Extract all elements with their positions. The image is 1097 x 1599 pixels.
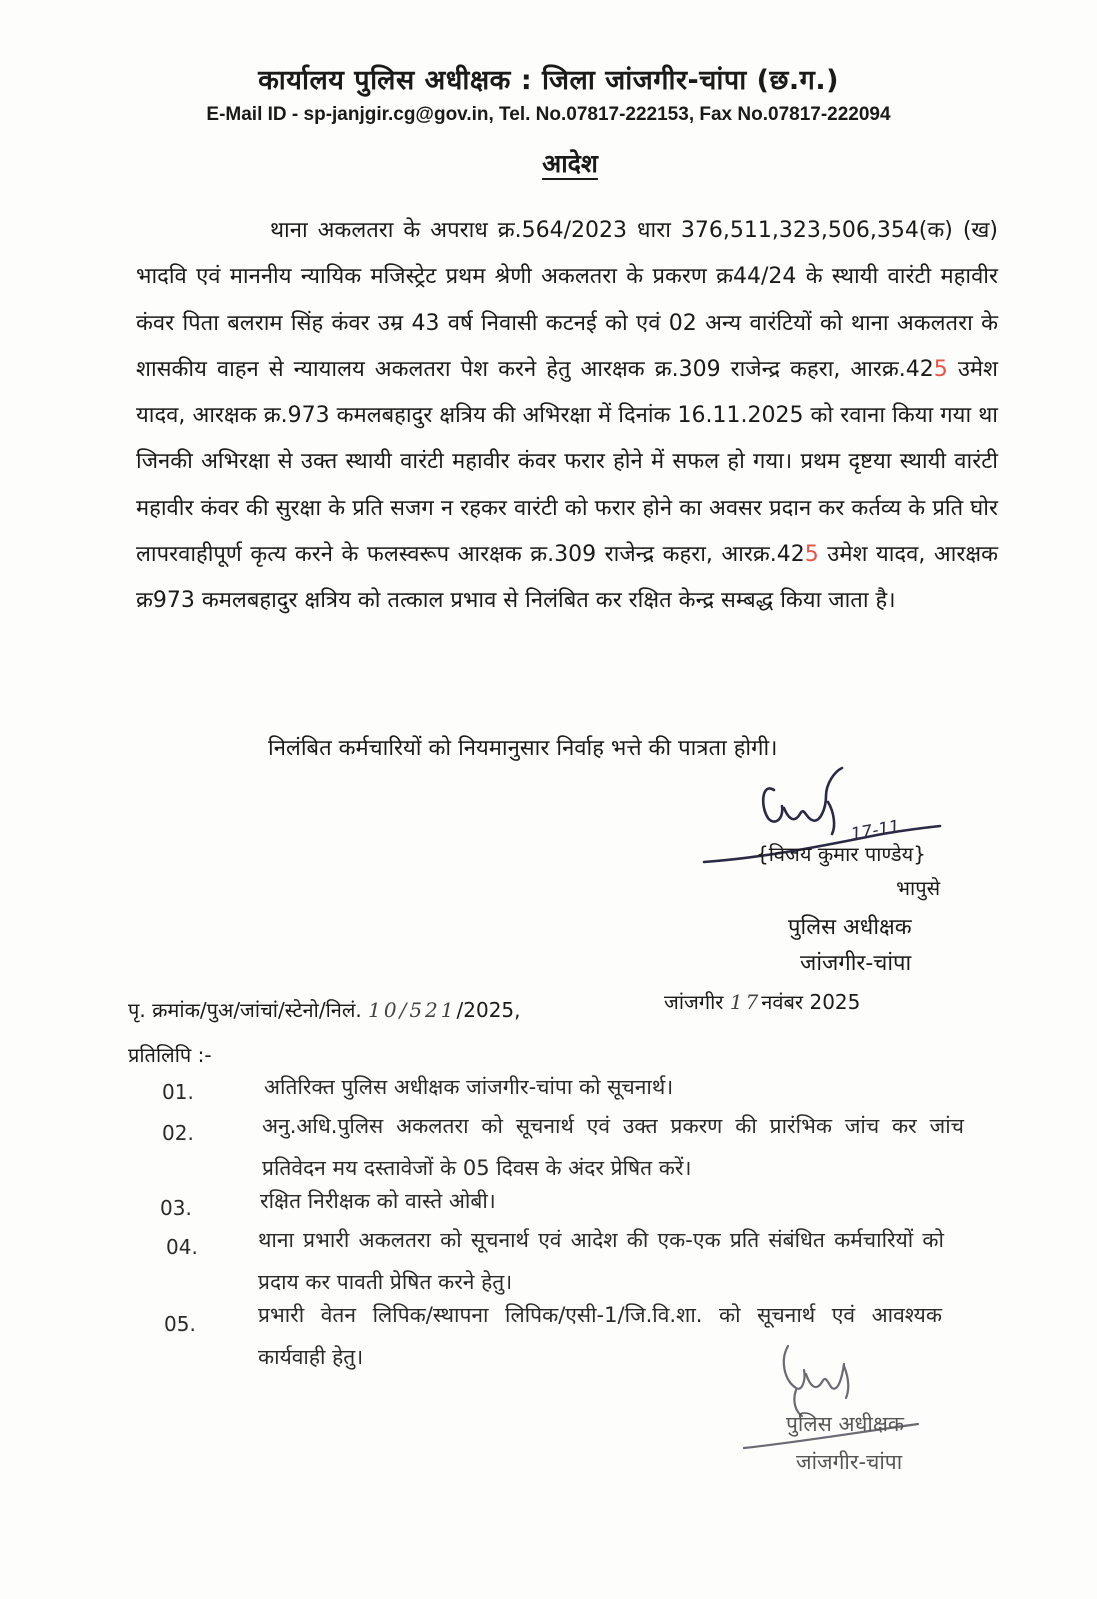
signatory-name: {विजय कुमार पाण्डेय} bbox=[756, 842, 926, 866]
copy-label: प्रतिलिपि :- bbox=[128, 1043, 212, 1067]
signatory-designation: पुलिस अधीक्षक bbox=[788, 915, 912, 940]
copy-item-number: 03. bbox=[160, 1196, 192, 1220]
copy-item-text: रक्षित निरीक्षक को वास्ते ओबी। bbox=[260, 1189, 496, 1213]
order-text-2: उमेश यादव, आरक्षक क्र.973 कमलबहादुर क्षत्रिय की अभिरक्षा में दिनांक 16.11.2025 को रवाना किया गया था जिनकी अभिरक्षा से उक्त स्थायी वारंटी महावीर कंवर फरार होने में सफल हो गया। प्रथम दृष्टया स्थायी वारंटी महावीर कंवर की सुरक्षा के प्रति सजग न रहकर वारंटी को फरार होने का अवसर प्रदान कर कर्तव्य के प्रति घोर लापरवाहीपूर्ण कृत्य करने के फलस्वरूप आरक्षक क्र.309 राजेन्द्र कहरा, आरक्र.42 bbox=[136, 356, 998, 568]
red-corrected-digit: 5 bbox=[804, 542, 819, 568]
reference-year: /2025, bbox=[456, 998, 521, 1022]
reference-prefix: पृ. क्रमांक/पुअ/जांचां/स्टेनो/निलं. bbox=[128, 998, 362, 1022]
handwritten-reference: 10/521 bbox=[368, 998, 457, 1022]
signatory-district: जांजगीर-चांपा bbox=[800, 951, 912, 976]
handwritten-day: 17 bbox=[729, 990, 762, 1014]
office-title: कार्यालय पुलिस अधीक्षक : जिला जांजगीर-चांपा (छ.ग.) bbox=[258, 65, 839, 96]
order-text-1: थाना अकलतरा के अपराध क्र.564/2023 धारा 376,511,323,506,354(क) (ख) भादवि एवं माननीय न्यायिक मजिस्ट्रेट प्रथम श्रेणी अकलतरा के प्रकरण क्र44/24 के स्थायी वारंटी महावीर कंवर पिता बलराम सिंह कंवर उम्र 43 वर्ष निवासी कटनई को एवं 02 अन्य वारंटियों को थाना अकलतरा के शासकीय वाहन से न्यायालय अकलतरा पेश करने हेतु आरक्षक क्र.309 राजेन्द्र कहरा, आरक्र.42 bbox=[136, 218, 998, 382]
reference-number bbox=[128, 996, 521, 1023]
signature-date: 17-11 bbox=[849, 816, 902, 845]
reference-month-year: नवंबर 2025 bbox=[761, 990, 861, 1014]
signature-footer bbox=[740, 1340, 940, 1460]
copy-item-number: 02. bbox=[162, 1121, 194, 1145]
order-heading: आदेश bbox=[542, 149, 598, 178]
order-text-3: उमेश यादव, आरक्षक क्र973 कमलबहादुर क्षत्रिय को तत्काल प्रभाव से निलंबित कर रक्षित केन्द्र सम्बद्ध किया जाता है। bbox=[136, 542, 998, 614]
reference-place: जांजगीर bbox=[664, 990, 724, 1014]
order-paragraph bbox=[136, 208, 998, 625]
signatory-rank: भापुसे bbox=[896, 876, 941, 900]
footer-district: जांजगीर-चांपा bbox=[796, 1450, 903, 1474]
copy-item-text: अनु.अधि.पुलिस अकलतरा को सूचनार्थ एवं उक्त प्रकरण की प्रारंभिक जांच कर जांच प्रतिवेदन मय दस्तावेजों के 05 दिवस के अंदर प्रेषित करें। bbox=[262, 1114, 964, 1180]
reference-date bbox=[664, 988, 860, 1015]
contact-line: E-Mail ID - sp-janjgir.cg@gov.in, Tel. No.07817-222153, Fax No.07817-222094 bbox=[206, 104, 891, 125]
copy-item-number: 05. bbox=[164, 1312, 196, 1336]
allowance-note: निलंबित कर्मचारियों को नियमानुसार निर्वाह भत्ते की पात्रता होगी। bbox=[268, 736, 778, 761]
footer-designation: पुलिस अधीक्षक bbox=[786, 1412, 905, 1436]
copy-item-number: 04. bbox=[166, 1235, 198, 1259]
copy-item-text: अतिरिक्त पुलिस अधीक्षक जांजगीर-चांपा को सूचनार्थ। bbox=[264, 1075, 674, 1099]
copy-item-text: प्रभारी वेतन लिपिक/स्थापना लिपिक/एसी-1/जि.वि.शा. को सूचनार्थ एवं आवश्यक कार्यवाही हेतु। bbox=[258, 1303, 942, 1369]
copy-item-text: थाना प्रभारी अकलतरा को सूचनार्थ एवं आदेश की एक-एक प्रति संबंधित कर्मचारियों को प्रदाय कर पावती प्रेषित करने हेतु। bbox=[258, 1228, 944, 1294]
red-corrected-digit: 5 bbox=[933, 356, 948, 382]
copy-item-number: 01. bbox=[162, 1080, 194, 1104]
